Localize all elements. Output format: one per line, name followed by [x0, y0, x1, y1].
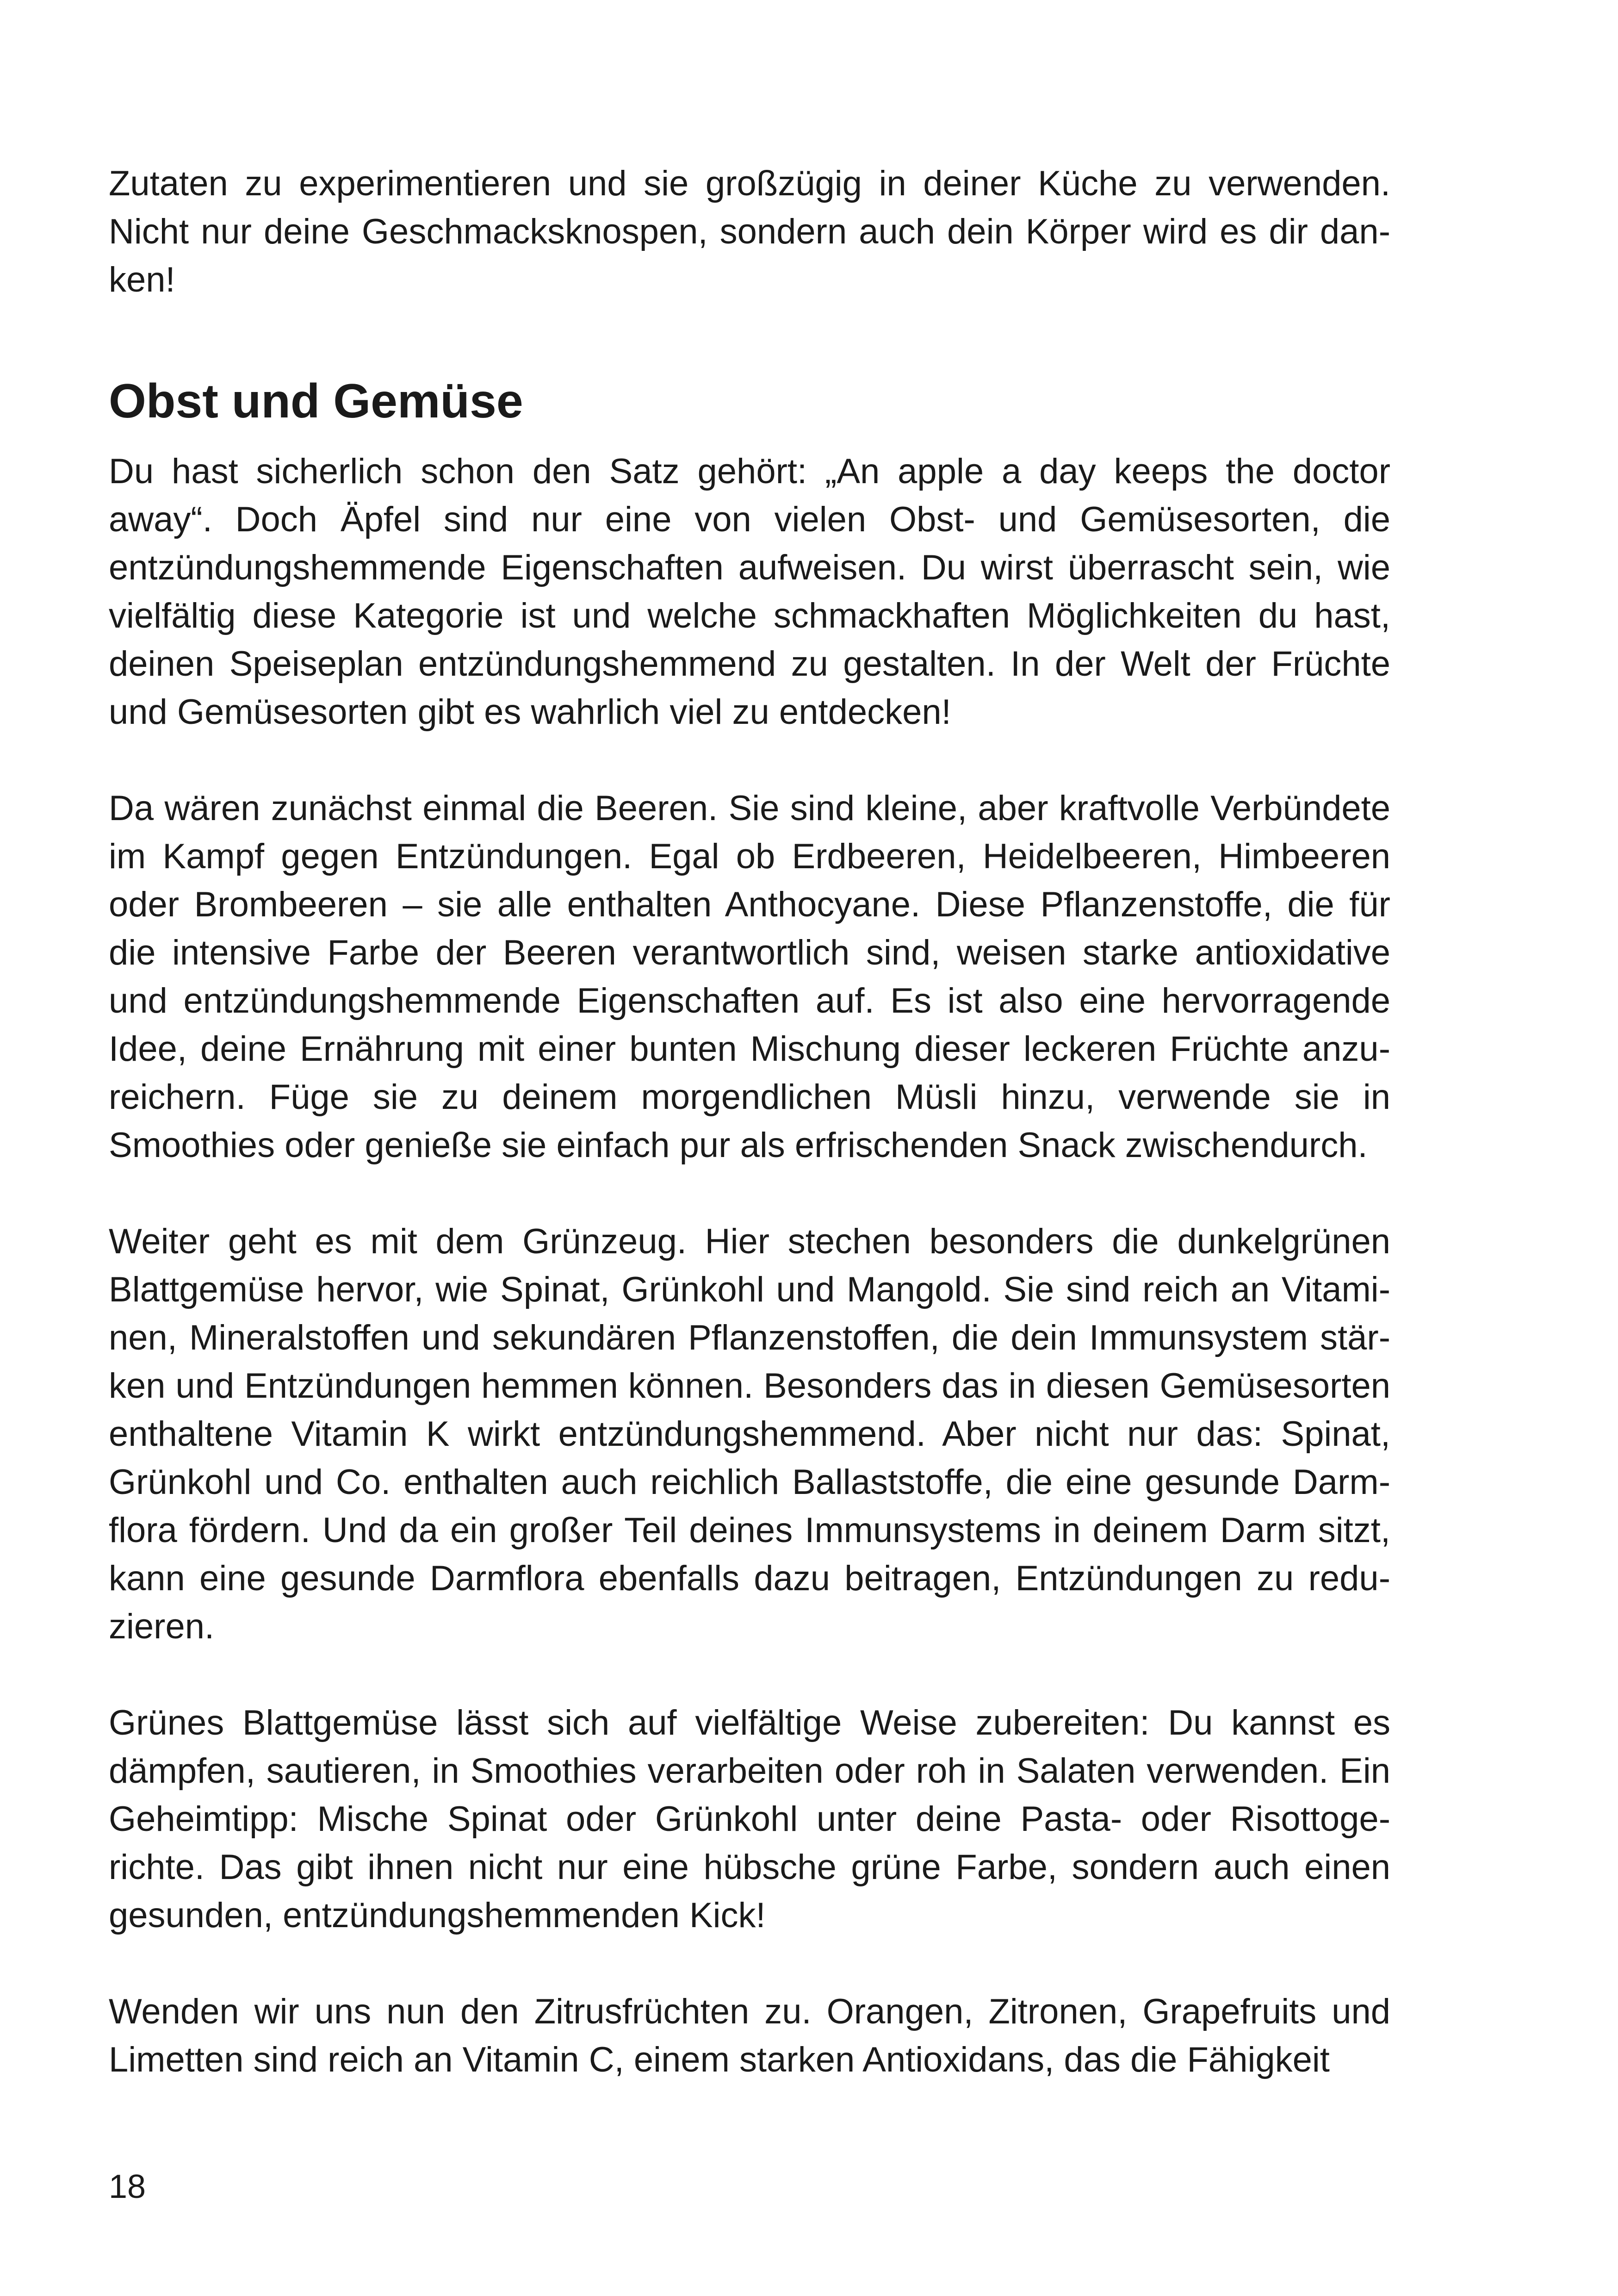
- paragraph-greens: Weiter geht es mit dem Grünzeug. Hier stechen besonders die dunkelgrünen Blattgemüse hervor, wie Spinat, Grünkohl und Mangold. Sie sind reich an Vitaminen, Mineralstoffen und sekundären Pflanzenstoffen, die dein Immunsystem stärken und Entzündungen hemmen können. Besonders das in diesen Gemüsesorten enthaltene Vitamin K wirkt entzündungshemmend. Aber nicht nur das: Spinat, Grünkohl und Co. enthalten auch reichlich Ballaststoffe, die eine gesunde Darmflora fördern. Und da ein großer Teil deines Immunsystems in deinem Darm sitzt, kann eine gesunde Darmflora ebenfalls dazu beitragen, Entzündungen zu reduzieren.: [109, 1222, 1390, 1646]
- paragraph-citrus: Wenden wir uns nun den Zitrusfrüchten zu. Orangen, Zitronen, Grapefruits und Limetten sind reich an Vitamin C, einem starken Antioxidans, das die Fähigkeit: [109, 1992, 1390, 2079]
- intro-paragraph: Zutaten zu experimentieren und sie großzügig in deiner Küche zu verwenden. Nicht nur deine Geschmacksknospen, sondern auch dein Körper wird es dir danken!: [109, 164, 1390, 299]
- paragraph-berries: Da wären zunächst einmal die Beeren. Sie sind kleine, aber kraftvolle Verbündete im Kampf gegen Entzündungen. Egal ob Erdbeeren, Heidelbeeren, Himbeeren oder Brombeeren – sie alle enthalten Anthocyane. Diese Pflanzenstoffe, die für die intensive Farbe der Beeren verantwortlich sind, weisen starke antioxidative und entzündungshemmende Eigenschaften auf. Es ist also eine hervorragende Idee, deine Ernährung mit einer bunten Mischung dieser leckeren Früchte anzureichern. Füge sie zu deinem morgendlichen Müsli hinzu, verwende sie in Smoothies oder genieße sie einfach pur als erfrischenden Snack zwischendurch.: [109, 789, 1390, 1165]
- section-heading: Obst und Gemüse: [109, 374, 523, 428]
- page-number: 18: [109, 2168, 146, 2205]
- paragraph-apple: Du hast sicherlich schon den Satz gehört: „An apple a day keeps the doctor away“. Doch Äpfel sind nur eine von vielen Obst- und Gemüsesorten, die entzündungshemmende Eigenschaften aufweisen. Du wirst überrascht sein, wie vielfältig diese Kategorie ist und welche schmackhaften Möglichkeiten du hast, deinen Speiseplan entzündungshemmend zu gestalten. In der Welt der Früchte und Gemüsesorten gibt es wahrlich viel zu entdecken!: [109, 452, 1390, 732]
- paragraph-leafy-prep: Grünes Blattgemüse lässt sich auf vielfältige Weise zubereiten: Du kannst es dämpfen, sautieren, in Smoothies verarbeiten oder roh in Salaten verwenden. Ein Geheimtipp: Mische Spinat oder Grünkohl unter deine Pasta- oder Risottogerichte. Das gibt ihnen nicht nur eine hübsche grüne Farbe, sondern auch einen gesunden, entzündungshemmenden Kick!: [109, 1703, 1390, 1935]
- page-body: [109, 160, 1390, 2084]
